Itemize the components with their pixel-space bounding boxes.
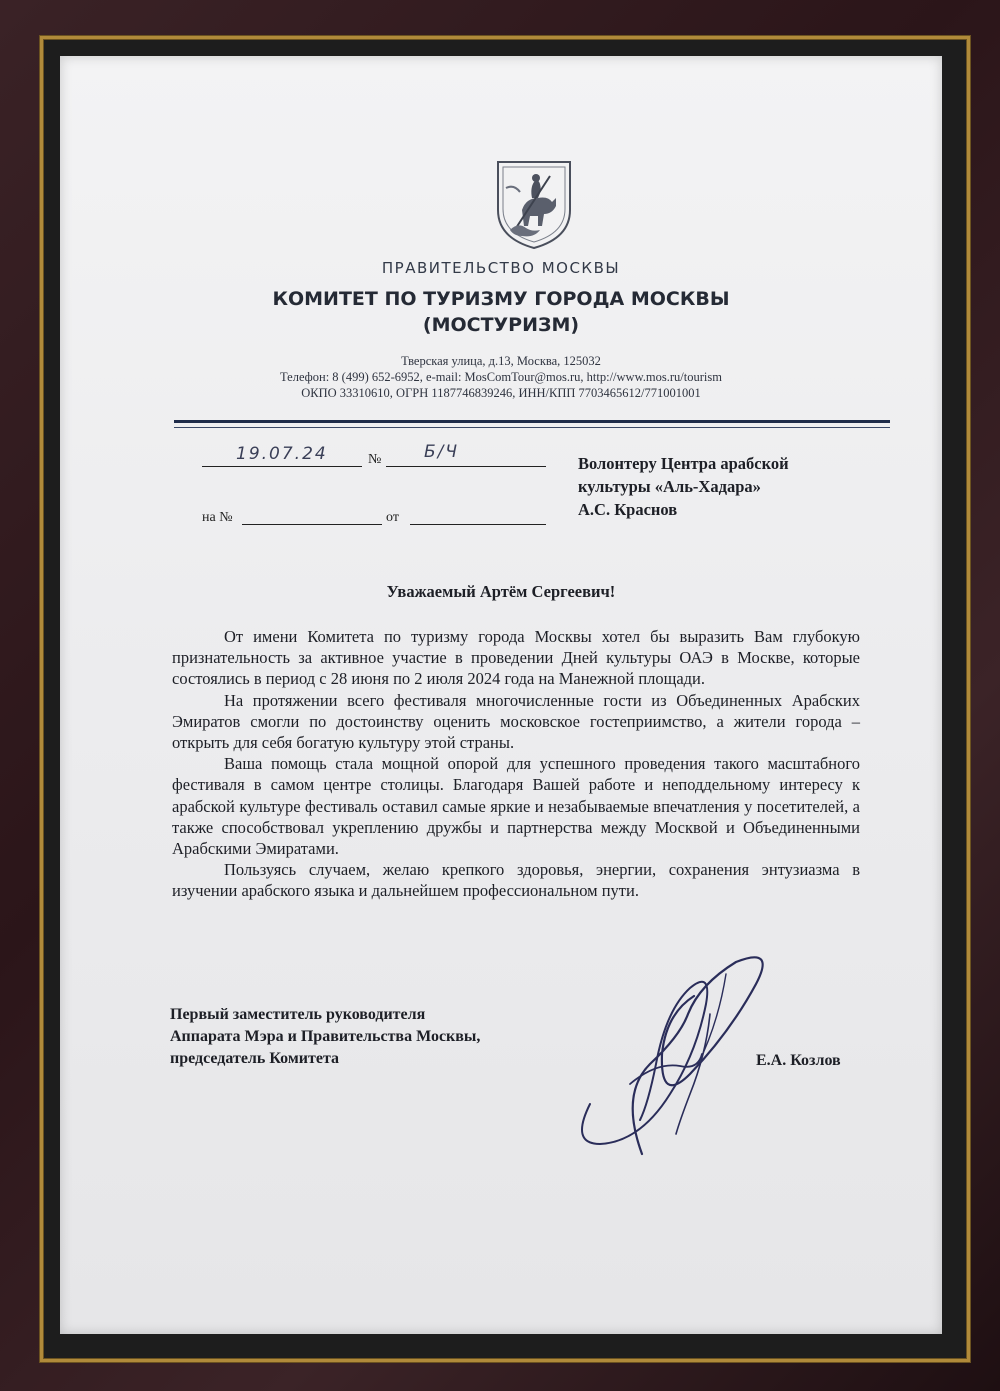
letterhead-rule-thin	[174, 427, 890, 428]
committee-title: КОМИТЕТ ПО ТУРИЗМУ ГОРОДА МОСКВЫ	[272, 288, 730, 310]
handwritten-signature-icon	[530, 944, 790, 1164]
paragraph: На протяжении всего фестиваля многочисленные гости из Объединенных Арабских Эмиратов смогли по достоинству оценить московское гостеприимство, а жители города – открыть для себя богатую культуру этой страны.	[172, 690, 860, 753]
contacts: Телефон: 8 (499) 652-6952, e-mail: MosComTour@mos.ru, http://www.mos.ru/tourism	[280, 370, 722, 384]
signer-position	[170, 1004, 570, 1070]
committee-short-name: (МОСТУРИЗМ)	[422, 314, 580, 336]
recipient-line-3: А.С. Краснов	[578, 500, 678, 519]
paragraph: Пользуясь случаем, желаю крепкого здоровья, энергии, сохранения энтузиазма в изучении арабского языка и дальнейшем профессиональном пути.	[172, 860, 860, 901]
number-label: №	[368, 452, 382, 467]
signer-name: Е.А. Козлов	[756, 1052, 841, 1069]
letter-body	[172, 626, 860, 902]
moscow-coat-of-arms-icon	[492, 158, 576, 250]
number-field-line	[386, 466, 546, 467]
reply-number-label: на №	[202, 510, 233, 525]
position-line-1: Первый заместитель руководителя	[170, 1006, 426, 1023]
registration-number: Б/Ч	[424, 442, 460, 462]
position-line-3: председатель Комитета	[170, 1050, 339, 1067]
recipient-line-1: Волонтеру Центра арабской	[578, 454, 789, 473]
reply-number-line	[242, 524, 382, 525]
position-line-2: Аппарата Мэра и Правительства Москвы,	[170, 1028, 481, 1045]
paragraph: Ваша помощь стала мощной опорой для успешного проведения такого масштабного фестиваля в самом центре столицы. Благодаря Вашей работе и неподдельному интересу к арабской культуре фестиваль оставил самые яркие и незабываемые впечатления у посетителей, а также способствовал укреплению дружбы и партнерства между Москвой и Объединенными Арабскими Эмиратами.	[172, 754, 860, 859]
address: Тверская улица, д.13, Москва, 125032	[401, 354, 601, 368]
registration-date: 19.07.24	[236, 444, 328, 464]
letterhead-rule-thick	[174, 420, 890, 423]
paragraph: От имени Комитета по туризму города Москвы хотел бы выразить Вам глубокую признательность за активное участие в проведении Дней культуры ОАЭ в Москве, которые состоялись в период с 28 июня по 2 июля 2024 года на Манежной площади.	[172, 627, 860, 689]
date-field-line	[202, 466, 362, 467]
salutation: Уважаемый Артём Сергеевич!	[386, 582, 616, 601]
reply-from-label: от	[386, 510, 399, 525]
recipient-line-2: культуры «Аль-Хадара»	[578, 477, 761, 496]
reply-from-line	[410, 524, 546, 525]
letter-paper	[60, 56, 942, 1334]
requisites: ОКПО 33310610, ОГРН 1187746839246, ИНН/КПП 7703465612/771001001	[301, 386, 701, 400]
government-title: ПРАВИТЕЛЬСТВО МОСКВЫ	[381, 259, 621, 277]
recipient-block	[578, 452, 878, 521]
